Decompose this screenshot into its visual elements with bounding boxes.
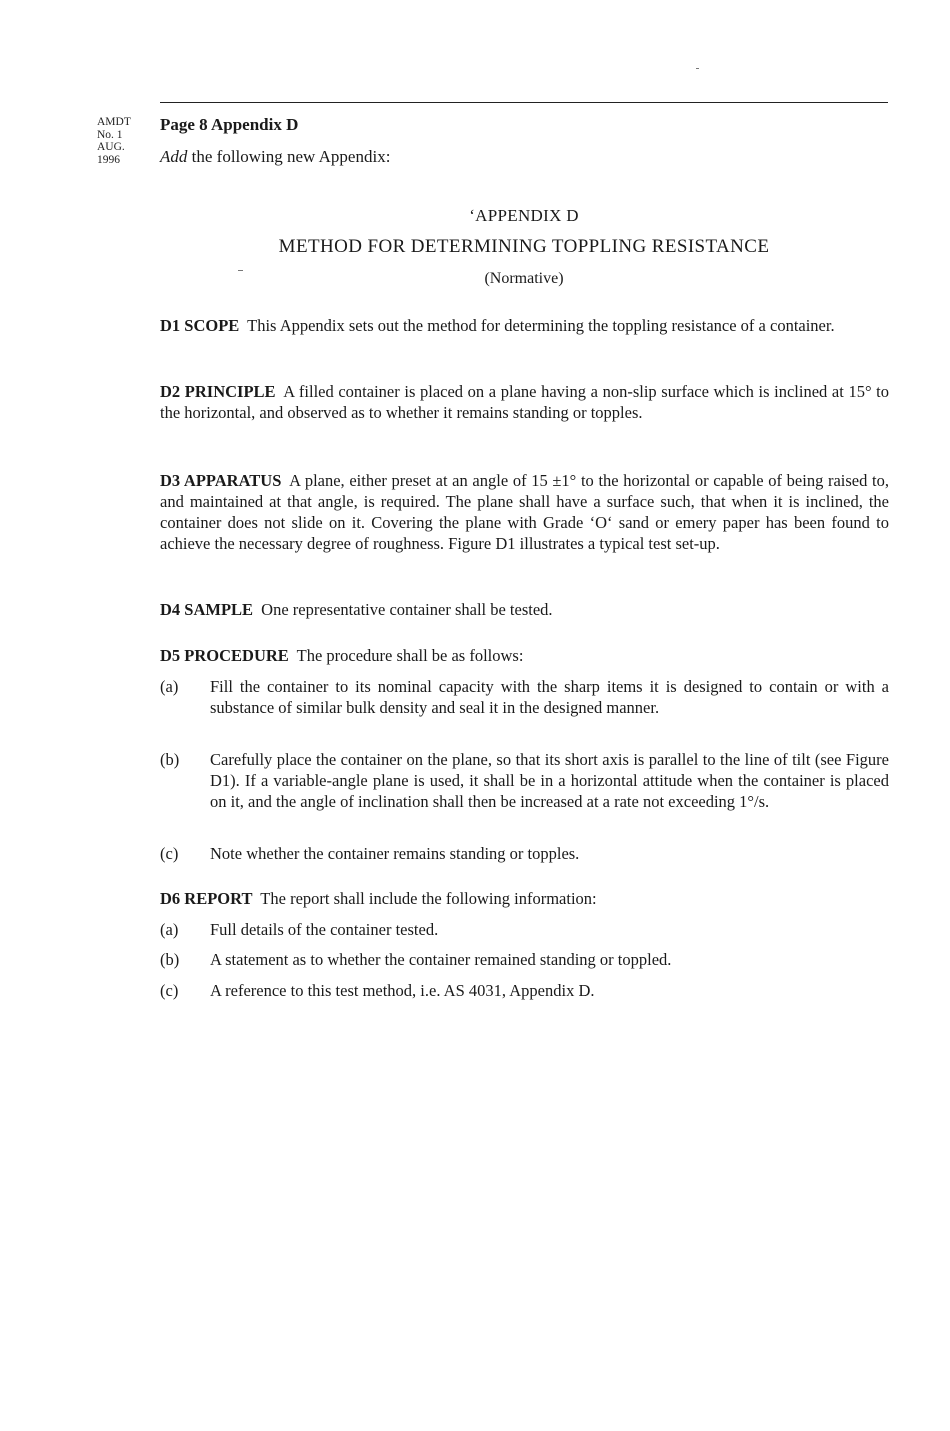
appendix-label: ‘APPENDIX D — [469, 206, 579, 225]
section-d5: D5 PROCEDURE The procedure shall be as follows: — [160, 646, 524, 665]
section-d6: D6 REPORT The report shall include the following information: — [160, 889, 597, 908]
appendix-subtitle: (Normative) — [484, 270, 564, 287]
add-instruction: Add the following new Appendix: — [160, 147, 391, 166]
list-item: (c) Note whether the container remains standing or topples. — [160, 844, 580, 863]
section-d4: D4 SAMPLE One representative container shall be tested. — [160, 600, 553, 619]
page-heading: Page 8 Appendix D — [160, 115, 299, 134]
amendment-note: AMDT No. 1 AUG. 1996 — [97, 116, 131, 166]
section-d2: D2 PRINCIPLE A filled container is placed on a plane having a non-slip surface which is inclined at 15° to the horizontal, and observed as to whether it remains standing or topples. — [160, 382, 889, 422]
header-rule — [160, 102, 888, 103]
list-item: (b) Carefully place the container on the plane, so that its short axis is parallel to the line of tilt (see Figure D1). If a variable-angle plane is used, it shall be in a horizontal attitude when the container is placed on it, and the angle of inclination shall then be increased at a rate not exceeding 1°/s. — [160, 750, 889, 811]
section-d3: D3 APPARATUS A plane, either preset at an angle of 15 ±1° to the horizontal or capable of being raised to, and maintained at that angle, is required. The plane shall have a surface such, that when it is inclined, the container does not slide on it. Covering the plane with Grade ‘O‘ sand or emery paper has been found to achieve the necessary degree of roughness. Figure D1 illustrates a typical test set-up. — [160, 471, 890, 553]
section-d1: D1 SCOPE This Appendix sets out the method for determining the toppling resistance of a container. — [160, 316, 835, 335]
list-item: (a) Fill the container to its nominal capacity with the sharp items it is designed to contain or with a substance of similar bulk density and seal it in the designed manner. — [160, 677, 889, 717]
list-item: (c) A reference to this test method, i.e. AS 4031, Appendix D. — [160, 981, 595, 1000]
list-item: (b) A statement as to whether the container remained standing or toppled. — [160, 950, 672, 969]
appendix-title: METHOD FOR DETERMINING TOPPLING RESISTANCE — [278, 236, 770, 257]
scan-mark — [696, 68, 699, 69]
list-item: (a) Full details of the container tested. — [160, 920, 439, 939]
